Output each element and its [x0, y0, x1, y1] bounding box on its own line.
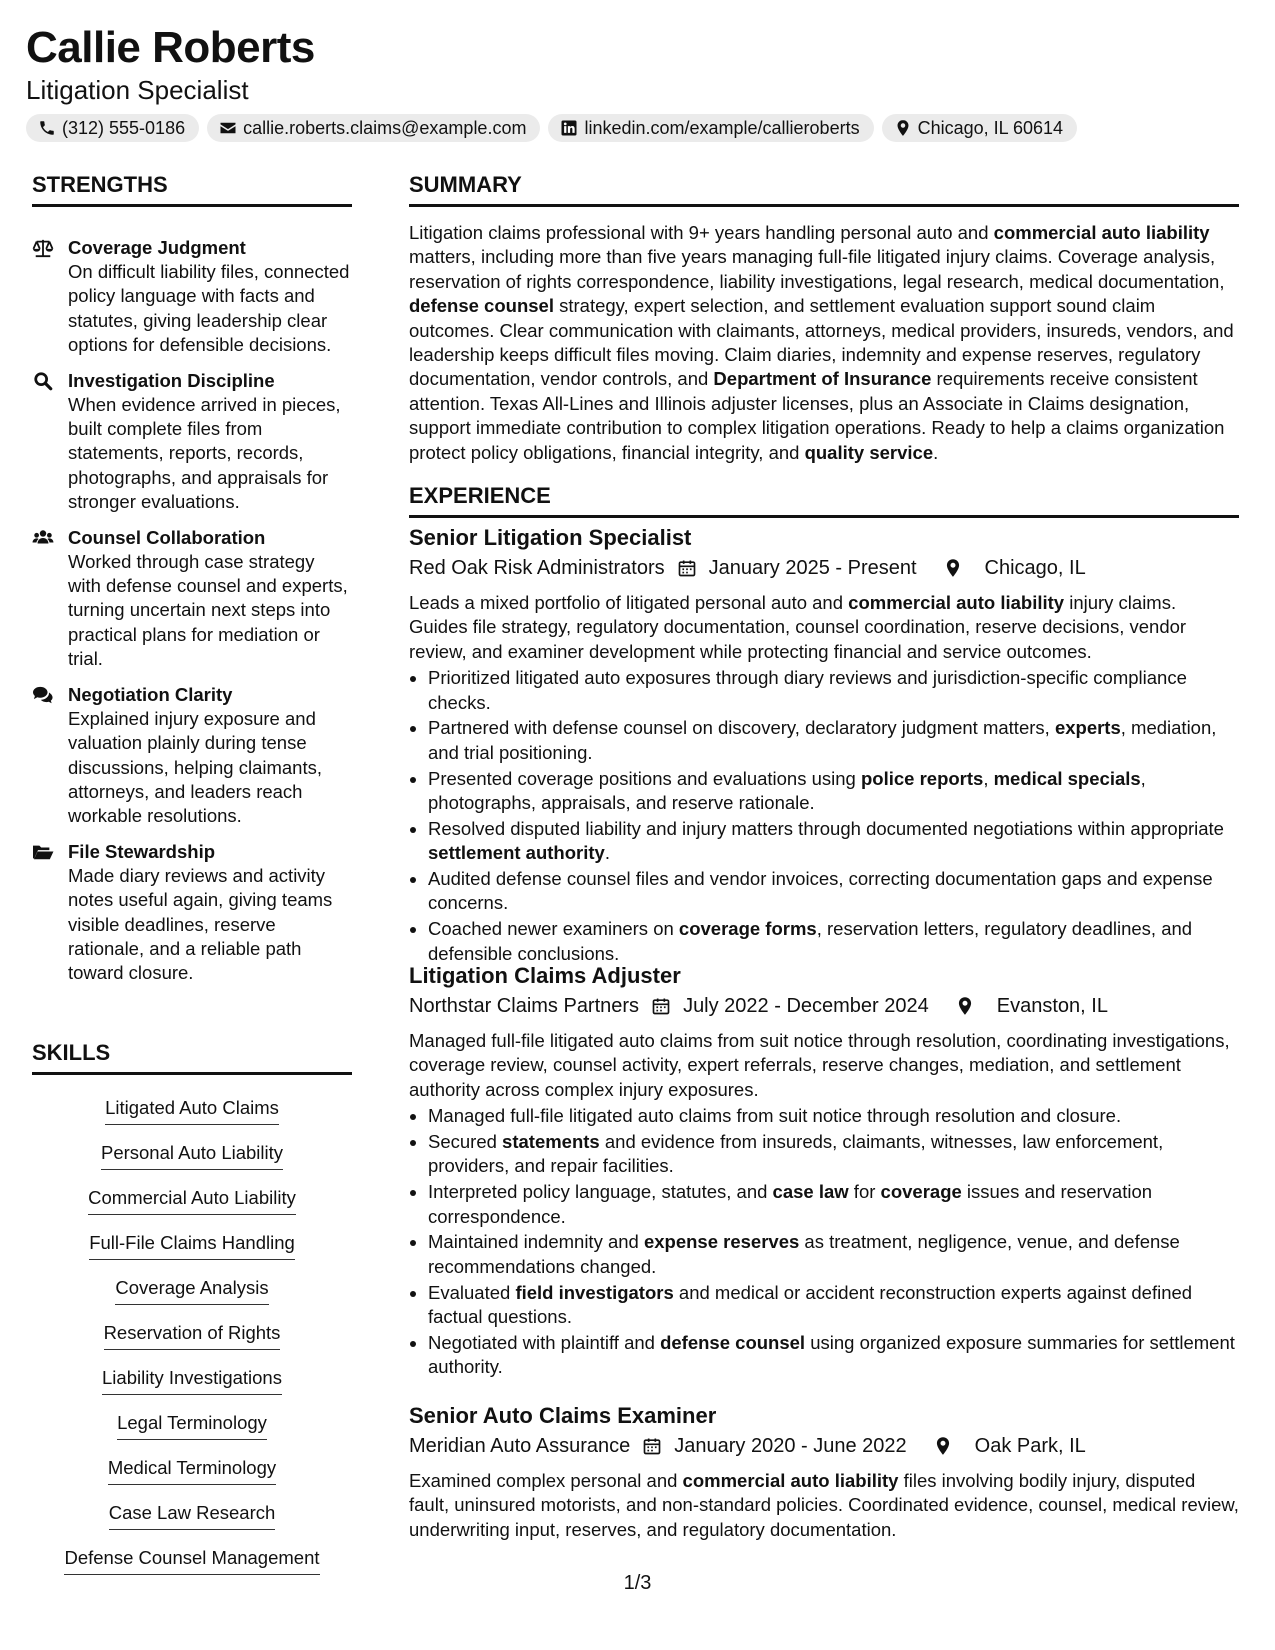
job-bullets — [409, 666, 1239, 966]
skill-item: Full-File Claims Handling — [89, 1231, 295, 1260]
phone-text: (312) 555-0186 — [62, 117, 186, 138]
strength-title: Counsel Collaboration — [68, 526, 266, 548]
bullet-item: • Maintained indemnity and expense reserves as treatment, negligence, venue, and defense recommendations changed. — [428, 1230, 1239, 1279]
job-dates: July 2022 - December 2024 — [683, 995, 929, 1017]
job-meta — [409, 554, 1239, 582]
skills-heading: SKILLS — [32, 1040, 352, 1075]
job-location: Evanston, IL — [996, 995, 1108, 1017]
bullet-item: • Resolved disputed liability and injury matters through documented negotiations within appropriate settlement authority. — [428, 817, 1239, 866]
bullet-item: • Managed full-file litigated auto claims from suit notice through resolution and closure. — [428, 1104, 1239, 1128]
job-location: Chicago, IL — [984, 557, 1086, 579]
job-location: Oak Park, IL — [974, 1435, 1086, 1457]
job-title: Litigation Claims Adjuster — [409, 963, 681, 988]
job-title: Senior Litigation Specialist — [409, 525, 692, 550]
job-entry — [409, 962, 1239, 1381]
magnifier-icon — [32, 369, 56, 515]
bullet-item: • Negotiated with plaintiff and defense counsel using organized exposure summaries for settlement authority. — [428, 1331, 1239, 1380]
strengths-heading: STRENGTHS — [32, 172, 352, 207]
job-dates: January 2020 - June 2022 — [674, 1435, 907, 1457]
comments-icon — [32, 683, 56, 829]
location-text: Chicago, IL 60614 — [917, 117, 1064, 138]
bullet-item: • Coached newer examiners on coverage forms, reservation letters, regulatory deadlines, and defensible conclusions. — [428, 917, 1239, 966]
strength-desc: Explained injury exposure and valuation plainly during tense discussions, helping claimants, attorneys, and leaders reach workable resolutions. — [68, 707, 322, 827]
job-title: Senior Auto Claims Examiner — [409, 1403, 717, 1428]
folder-open-icon — [32, 840, 56, 986]
company-name: Northstar Claims Partners — [409, 995, 640, 1017]
strength-title: Negotiation Clarity — [68, 683, 233, 705]
strength-item — [32, 526, 352, 672]
bullet-item: • Prioritized litigated auto exposures through diary reviews and jurisdiction-specific compliance checks. — [428, 666, 1239, 715]
calendar-icon — [639, 996, 683, 1016]
users-icon — [32, 526, 56, 672]
strength-item — [32, 369, 352, 515]
strength-desc: When evidence arrived in pieces, built complete files from statements, reports, records, photographs, and appraisals for stronger evaluations. — [68, 393, 341, 513]
bullet-item: • Secured statements and evidence from insureds, claimants, witnesses, law enforcement, providers, and repair facilities. — [428, 1130, 1239, 1179]
email-chip[interactable] — [207, 114, 540, 142]
strength-title: Coverage Judgment — [68, 237, 246, 258]
summary-text: Litigation claims professional with 9+ years handling personal auto and commercial auto liability matters, including more than five years managing full-file litigated injury claims. Coverage analysis, reservation of rights correspondence, liability investigations, legal research, medical documentation, defense counsel strategy, expert selection, and settlement evaluation support sound claim outcomes. Clear communication with claimants, attorneys, medical providers, insureds, vendors, and leadership keeps difficult files moving. Claim diaries, indemnity and expense reserves, regulatory documentation, vendor controls, and Department of Insurance requirements receive consistent attention. Texas All-Lines and Illinois adjuster licenses, plus an Associate in Claims designation, support immediate contribution to complex litigation operations. Ready to help a claims organization protect policy obligations, financial integrity, and quality service. — [409, 222, 1234, 463]
location-pin-icon — [931, 558, 975, 578]
skill-item: Reservation of Rights — [104, 1321, 281, 1350]
skill-item: Case Law Research — [109, 1501, 276, 1530]
strength-desc: Worked through case strategy with defense counsel and experts, turning uncertain next steps into practical plans for mediation or trial. — [68, 550, 348, 670]
job-meta — [409, 1432, 1239, 1460]
location-pin-icon — [943, 996, 987, 1016]
job-entry — [409, 524, 1239, 967]
bullet-item: • Audited defense counsel files and vendor invoices, correcting documentation gaps and expense concerns. — [428, 867, 1239, 916]
calendar-icon — [665, 558, 709, 578]
skill-item: Medical Terminology — [108, 1456, 276, 1485]
phone-icon — [38, 119, 56, 137]
job-meta — [409, 992, 1239, 1020]
job-summary: Managed full-file litigated auto claims from suit notice through resolution, coordinating investigations, coverage review, counsel activity, expert referrals, reserve changes, mediation, and settlement authority across complex injury exposures. — [409, 1030, 1230, 1100]
skill-item: Commercial Auto Liability — [88, 1186, 296, 1215]
skill-item: Legal Terminology — [117, 1411, 267, 1440]
bullet-item: • Partnered with defense counsel on discovery, declaratory judgment matters, experts, mediation, and trial positioning. — [428, 716, 1239, 765]
summary-heading: SUMMARY — [409, 172, 1239, 207]
page-number: 1/3 — [623, 1572, 652, 1594]
contact-bar — [26, 114, 1077, 142]
location-chip — [882, 114, 1077, 142]
candidate-name: Callie Roberts — [26, 23, 315, 72]
job-summary: Leads a mixed portfolio of litigated personal auto and commercial auto liability injury claims. Guides file strategy, regulatory documentation, counsel coordination, reserve decisions, vendor review, and examiner development while protecting financial and service outcomes. — [409, 592, 1187, 662]
scale-icon — [32, 236, 56, 358]
bullet-item: • Evaluated field investigators and medical or accident reconstruction experts against defined factual questions. — [428, 1281, 1239, 1330]
job-dates: January 2025 - Present — [708, 557, 917, 579]
skill-item: Defense Counsel Management — [64, 1546, 319, 1575]
skills-list — [32, 1096, 352, 1591]
company-name: Meridian Auto Assurance — [409, 1435, 631, 1457]
strength-item — [32, 683, 352, 829]
email-text: callie.roberts.claims@example.com — [243, 117, 527, 138]
skill-item: Litigated Auto Claims — [105, 1096, 279, 1125]
strength-item — [32, 236, 352, 358]
calendar-icon — [630, 1436, 674, 1456]
skill-item: Personal Auto Liability — [101, 1141, 283, 1170]
strength-desc: On difficult liability files, connected policy language with facts and statutes, giving leadership clear options for defensible decisions. — [68, 261, 350, 356]
bullet-item: • Interpreted policy language, statutes, and case law for coverage issues and reservation correspondence. — [428, 1180, 1239, 1229]
envelope-icon — [219, 119, 237, 137]
candidate-title: Litigation Specialist — [26, 75, 249, 105]
experience-heading: EXPERIENCE — [409, 483, 1239, 518]
job-summary: Examined complex personal and commercial auto liability files involving bodily injury, disputed fault, uninsured motorists, and non-standard policies. Coordinated evidence, counsel, medical review, underwriting input, reserves, and regulatory documentation. — [409, 1470, 1239, 1540]
company-name: Red Oak Risk Administrators — [409, 557, 665, 579]
location-pin-icon — [894, 119, 912, 137]
linkedin-chip[interactable] — [548, 114, 873, 142]
linkedin-text: linkedin.com/example/callieroberts — [584, 117, 860, 138]
strength-title: Investigation Discipline — [68, 369, 275, 391]
skill-item: Coverage Analysis — [115, 1276, 268, 1305]
strengths-list — [32, 236, 352, 997]
location-pin-icon — [921, 1436, 965, 1456]
strength-desc: Made diary reviews and activity notes useful again, giving teams visible deadlines, reserve rationale, and a reliable path toward closure. — [68, 864, 333, 984]
job-bullets — [409, 1104, 1239, 1379]
strength-title: File Stewardship — [68, 840, 216, 862]
linkedin-icon — [560, 119, 578, 137]
strength-item — [32, 840, 352, 986]
bullet-item: • Presented coverage positions and evaluations using police reports, medical specials, photographs, appraisals, and reserve rationale. — [428, 767, 1239, 816]
skill-item: Liability Investigations — [102, 1366, 282, 1395]
phone-chip[interactable] — [26, 114, 199, 142]
job-entry — [409, 1402, 1239, 1542]
